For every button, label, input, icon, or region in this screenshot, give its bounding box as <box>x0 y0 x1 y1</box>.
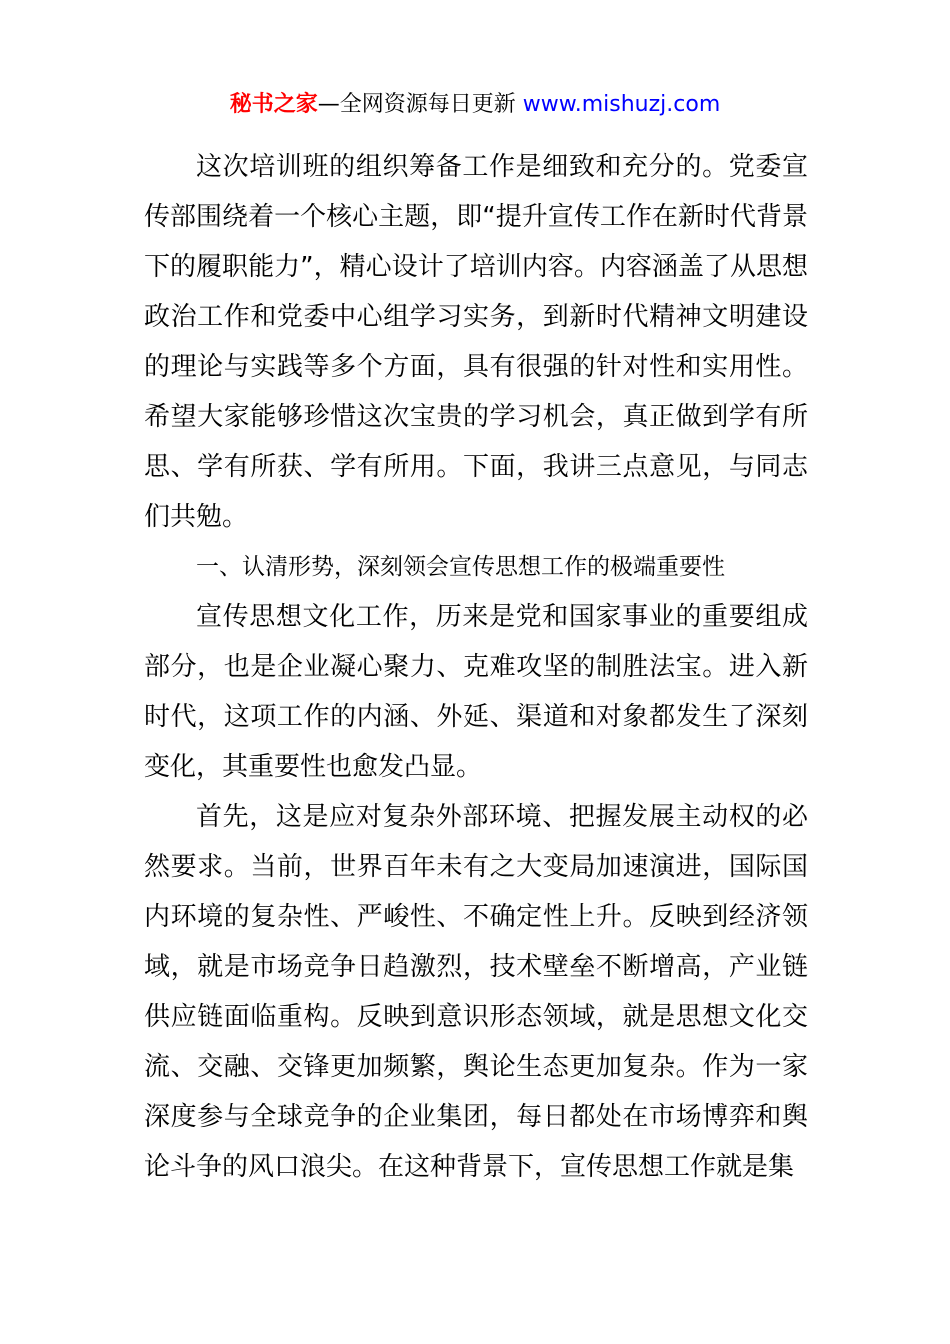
paragraph-section-1-intro: 宣传思想文化工作，历来是党和国家事业的重要组成部分，也是企业凝心聚力、克难攻坚的制胜法宝。进入新时代，这项工作的内涵、外延、渠道和对象都发生了深刻变化，其重要性也愈发凸显。 <box>144 602 808 782</box>
page-header <box>0 88 950 122</box>
brand-name: 秘书之家 <box>229 92 318 117</box>
section-heading-1: 一、认清形势，深刻领会宣传思想工作的极端重要性 <box>196 554 725 580</box>
paragraph-intro: 这次培训班的组织筹备工作是细致和充分的。党委宣传部围绕着一个核心主题，即“提升宣传工作在新时代背景下的履职能力”，精心设计了培训内容。内容涵盖了从思想政治工作和党委中心组学习实务，到新时代精神文明建设的理论与实践等多个方面，具有很强的针对性和实用性。希望大家能够珍惜这次宝贵的学习机会，真正做到学有所思、学有所获、学有所用。下面，我讲三点意见，与同志们共勉。 <box>144 152 808 532</box>
document-body <box>144 142 808 1192</box>
website-link[interactable]: www.mishuzj.com <box>522 92 721 117</box>
header-tagline: —全网资源每日更新 <box>317 92 523 117</box>
paragraph-first-point: 首先，这是应对复杂外部环境、把握发展主动权的必然要求。当前，世界百年未有之大变局加速演进，国际国内环境的复杂性、严峻性、不确定性上升。反映到经济领域，就是市场竞争日趋激烈，技术壁垒不断增高，产业链供应链面临重构。反映到意识形态领域，就是思想文化交流、交融、交锋更加频繁，舆论生态更加复杂。作为一家深度参与全球竞争的企业集团，每日都处在市场博弈和舆论斗争的风口浪尖。在这种背景下，宣传思想工作就是集 <box>144 802 808 1182</box>
